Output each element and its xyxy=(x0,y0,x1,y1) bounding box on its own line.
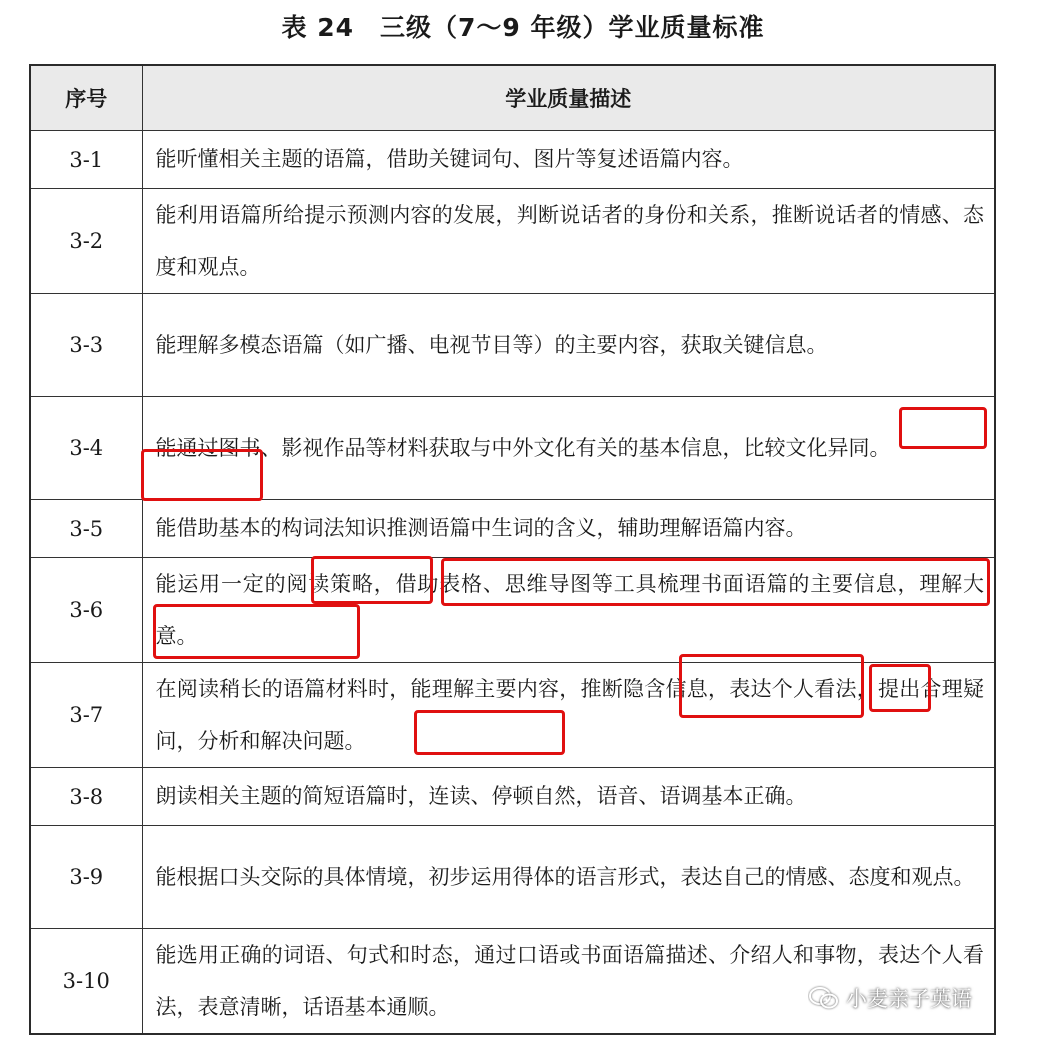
wechat-icon xyxy=(808,985,840,1011)
row-desc: 能借助基本的构词法知识推测语篇中生词的含义，辅助理解语篇内容。 xyxy=(142,500,995,558)
row-num: 3-4 xyxy=(30,397,142,500)
table-row xyxy=(30,131,995,189)
quality-standard-table xyxy=(29,64,996,1035)
row-desc: 能根据口头交际的具体情境，初步运用得体的语言形式，表达自己的情感、态度和观点。 xyxy=(142,826,995,929)
watermark xyxy=(808,983,972,1013)
row-num: 3-9 xyxy=(30,826,142,929)
header-num: 序号 xyxy=(30,65,142,131)
row-desc: 能理解多模态语篇（如广播、电视节目等）的主要内容，获取关键信息。 xyxy=(142,294,995,397)
watermark-text: 小麦亲子英语 xyxy=(846,987,972,1011)
row-num: 3-6 xyxy=(30,558,142,663)
table-row xyxy=(30,189,995,294)
table-row xyxy=(30,558,995,663)
table-row xyxy=(30,500,995,558)
table-row xyxy=(30,826,995,929)
row-desc: 朗读相关主题的简短语篇时，连读、停顿自然，语音、语调基本正确。 xyxy=(142,768,995,826)
row-desc: 能听懂相关主题的语篇，借助关键词句、图片等复述语篇内容。 xyxy=(142,131,995,189)
table-caption: 表 24 三级（7～9 年级）学业质量标准 xyxy=(281,13,765,42)
row-num: 3-10 xyxy=(30,929,142,1035)
header-desc: 学业质量描述 xyxy=(142,65,995,131)
table-header-row xyxy=(30,65,995,131)
row-num: 3-8 xyxy=(30,768,142,826)
table-row xyxy=(30,929,995,1035)
row-desc: 能运用一定的阅读策略，借助表格、思维导图等工具梳理书面语篇的主要信息，理解大意。 xyxy=(142,558,995,663)
row-num: 3-5 xyxy=(30,500,142,558)
row-desc: 能利用语篇所给提示预测内容的发展，判断说话者的身份和关系，推断说话者的情感、态度和观点。 xyxy=(142,189,995,294)
table-row xyxy=(30,663,995,768)
row-desc: 能选用正确的词语、句式和时态，通过口语或书面语篇描述、介绍人和事物，表达个人看法，表意清晰，话语基本通顺。 xyxy=(142,929,995,1035)
row-num: 3-7 xyxy=(30,663,142,768)
row-desc: 能通过图书、影视作品等材料获取与中外文化有关的基本信息，比较文化异同。 xyxy=(142,397,995,500)
row-desc: 在阅读稍长的语篇材料时，能理解主要内容，推断隐含信息，表达个人看法，提出合理疑问，分析和解决问题。 xyxy=(142,663,995,768)
row-num: 3-2 xyxy=(30,189,142,294)
table-row xyxy=(30,768,995,826)
row-num: 3-1 xyxy=(30,131,142,189)
table-row xyxy=(30,294,995,397)
row-num: 3-3 xyxy=(30,294,142,397)
table-row xyxy=(30,397,995,500)
